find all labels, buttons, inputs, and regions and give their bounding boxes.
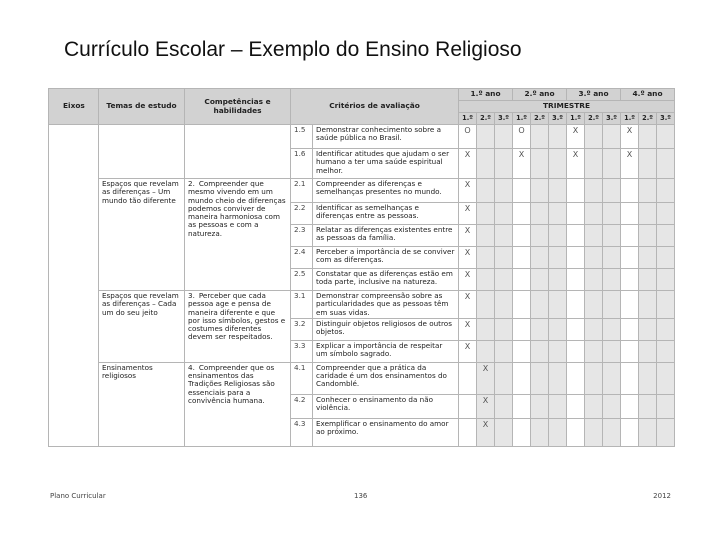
trimestre-mark-cell — [621, 291, 639, 319]
trimestre-mark-cell — [603, 203, 621, 225]
trimestre-mark-cell — [513, 179, 531, 203]
trimestre-mark-cell: X — [459, 340, 477, 362]
trimestre-mark-cell — [567, 269, 585, 291]
header-trimestre-6: 3.º — [549, 113, 567, 125]
trimestre-mark-cell — [531, 291, 549, 319]
curriculum-document — [48, 88, 673, 502]
trimestre-mark-cell — [603, 418, 621, 446]
trimestre-mark-cell — [639, 179, 657, 203]
criterio-number: 2.3 — [291, 225, 313, 247]
trimestre-mark-cell — [657, 291, 675, 319]
trimestre-mark-cell — [549, 179, 567, 203]
trimestre-mark-cell — [585, 362, 603, 394]
trimestre-mark-cell — [495, 394, 513, 418]
competencia-text: Compreender que mesmo vivendo em um mundo cheio de diferenças podemos conviver de maneira harmoniosa com as pessoas e com a natureza. — [188, 179, 286, 238]
tema-cell: Espaços que revelam as diferenças – Cada um do seu jeito — [99, 291, 185, 363]
trimestre-mark-cell: X — [459, 203, 477, 225]
trimestre-mark-cell: X — [459, 247, 477, 269]
trimestre-mark-cell — [477, 179, 495, 203]
trimestre-mark-cell: X — [621, 149, 639, 179]
trimestre-mark-cell — [495, 269, 513, 291]
trimestre-mark-cell — [549, 269, 567, 291]
competencia-cell — [185, 362, 291, 446]
trimestre-mark-cell — [603, 225, 621, 247]
trimestre-mark-cell — [621, 362, 639, 394]
trimestre-mark-cell — [513, 269, 531, 291]
trimestre-mark-cell — [639, 203, 657, 225]
criterio-text: Relatar as diferenças existentes entre as pessoas da família. — [313, 225, 459, 247]
trimestre-mark-cell — [567, 225, 585, 247]
trimestre-mark-cell — [549, 247, 567, 269]
trimestre-mark-cell — [657, 125, 675, 149]
trimestre-mark-cell: X — [477, 394, 495, 418]
trimestre-mark-cell — [603, 340, 621, 362]
trimestre-mark-cell — [495, 179, 513, 203]
eixo-cell — [49, 125, 99, 447]
trimestre-mark-cell — [567, 291, 585, 319]
header-ano-2: 2.º ano — [513, 89, 567, 101]
trimestre-mark-cell — [657, 362, 675, 394]
header-trimestre-3: 3.º — [495, 113, 513, 125]
trimestre-mark-cell — [585, 318, 603, 340]
curriculum-body — [49, 125, 675, 447]
trimestre-mark-cell: X — [459, 269, 477, 291]
trimestre-mark-cell — [549, 291, 567, 319]
trimestre-mark-cell — [639, 318, 657, 340]
trimestre-mark-cell — [477, 318, 495, 340]
trimestre-mark-cell — [513, 247, 531, 269]
competencia-number: 4. — [188, 362, 195, 372]
trimestre-mark-cell — [477, 149, 495, 179]
trimestre-mark-cell — [531, 203, 549, 225]
trimestre-mark-cell — [513, 318, 531, 340]
trimestre-mark-cell — [585, 179, 603, 203]
trimestre-mark-cell — [585, 125, 603, 149]
criterio-number: 3.2 — [291, 318, 313, 340]
trimestre-mark-cell — [567, 362, 585, 394]
trimestre-mark-cell — [513, 362, 531, 394]
trimestre-mark-cell — [495, 149, 513, 179]
trimestre-mark-cell: X — [477, 418, 495, 446]
trimestre-mark-cell — [657, 203, 675, 225]
trimestre-mark-cell — [477, 125, 495, 149]
trimestre-mark-cell — [567, 318, 585, 340]
trimestre-mark-cell — [477, 203, 495, 225]
trimestre-mark-cell — [603, 125, 621, 149]
tema-cell: Espaços que revelam as diferenças – Um mundo tão diferente — [99, 179, 185, 291]
trimestre-mark-cell — [657, 340, 675, 362]
criterio-number: 4.1 — [291, 362, 313, 394]
trimestre-mark-cell — [639, 225, 657, 247]
header-temas: Temas de estudo — [99, 89, 185, 125]
trimestre-mark-cell — [549, 362, 567, 394]
trimestre-mark-cell — [567, 203, 585, 225]
trimestre-mark-cell — [639, 394, 657, 418]
trimestre-mark-cell — [495, 125, 513, 149]
trimestre-mark-cell — [477, 291, 495, 319]
trimestre-mark-cell — [567, 247, 585, 269]
trimestre-mark-cell — [567, 340, 585, 362]
trimestre-mark-cell: O — [459, 125, 477, 149]
trimestre-mark-cell — [585, 340, 603, 362]
trimestre-mark-cell — [531, 340, 549, 362]
trimestre-mark-cell — [549, 418, 567, 446]
footer-left: Plano Curricular — [50, 492, 106, 500]
header-trimestre-11: 2.º — [639, 113, 657, 125]
trimestre-mark-cell — [585, 394, 603, 418]
trimestre-mark-cell — [639, 125, 657, 149]
trimestre-mark-cell — [621, 203, 639, 225]
trimestre-mark-cell — [621, 225, 639, 247]
trimestre-mark-cell — [495, 418, 513, 446]
competencia-cell — [185, 179, 291, 291]
competencia-number: 3. — [188, 291, 195, 300]
trimestre-mark-cell — [549, 125, 567, 149]
header-trimestre: TRIMESTRE — [459, 101, 675, 113]
trimestre-mark-cell — [603, 394, 621, 418]
trimestre-mark-cell — [531, 318, 549, 340]
criterio-text: Constatar que as diferenças estão em toda parte, inclusive na natureza. — [313, 269, 459, 291]
trimestre-mark-cell — [621, 340, 639, 362]
criterio-text: Demonstrar conhecimento sobre a saúde pública no Brasil. — [313, 125, 459, 149]
criterio-text: Compreender as diferenças e semelhanças presentes no mundo. — [313, 179, 459, 203]
trimestre-mark-cell — [639, 149, 657, 179]
trimestre-mark-cell — [657, 247, 675, 269]
trimestre-mark-cell — [531, 247, 549, 269]
trimestre-mark-cell — [531, 179, 549, 203]
header-ano-1: 1.º ano — [459, 89, 513, 101]
criterio-number: 3.3 — [291, 340, 313, 362]
trimestre-mark-cell — [603, 247, 621, 269]
criterio-text: Distinguir objetos religiosos de outros objetos. — [313, 318, 459, 340]
trimestre-mark-cell — [531, 125, 549, 149]
trimestre-mark-cell: X — [459, 149, 477, 179]
trimestre-mark-cell: X — [477, 362, 495, 394]
header-trimestre-10: 1.º — [621, 113, 639, 125]
trimestre-mark-cell — [621, 394, 639, 418]
header-ano-4: 4.º ano — [621, 89, 675, 101]
table-row — [49, 125, 675, 149]
criterio-text: Conhecer o ensinamento da não violência. — [313, 394, 459, 418]
trimestre-mark-cell — [567, 179, 585, 203]
trimestre-mark-cell — [549, 394, 567, 418]
tema-cell: Ensinamentos religiosos — [99, 362, 185, 446]
trimestre-mark-cell — [621, 418, 639, 446]
trimestre-mark-cell — [657, 269, 675, 291]
trimestre-mark-cell — [585, 418, 603, 446]
trimestre-mark-cell — [585, 149, 603, 179]
trimestre-mark-cell — [459, 362, 477, 394]
header-trimestre-8: 2.º — [585, 113, 603, 125]
trimestre-mark-cell — [657, 318, 675, 340]
trimestre-mark-cell — [603, 318, 621, 340]
trimestre-mark-cell — [531, 225, 549, 247]
header-criterios: Critérios de avaliação — [291, 89, 459, 125]
trimestre-mark-cell: X — [567, 125, 585, 149]
trimestre-mark-cell — [603, 269, 621, 291]
competencia-text: Perceber que cada pessoa age e pensa de maneira diferente e que por isso símbolos, gestos e costumes diferentes devem ser respeitados. — [188, 291, 286, 342]
trimestre-mark-cell — [513, 225, 531, 247]
trimestre-mark-cell — [477, 225, 495, 247]
trimestre-mark-cell — [603, 291, 621, 319]
trimestre-mark-cell — [621, 269, 639, 291]
header-trimestre-12: 3.º — [657, 113, 675, 125]
trimestre-mark-cell — [585, 291, 603, 319]
trimestre-mark-cell — [531, 418, 549, 446]
trimestre-mark-cell — [531, 269, 549, 291]
trimestre-mark-cell — [495, 291, 513, 319]
criterio-number: 3.1 — [291, 291, 313, 319]
trimestre-mark-cell — [513, 203, 531, 225]
trimestre-mark-cell — [585, 247, 603, 269]
header-trimestre-5: 2.º — [531, 113, 549, 125]
trimestre-mark-cell — [549, 225, 567, 247]
trimestre-mark-cell — [495, 247, 513, 269]
trimestre-mark-cell — [531, 394, 549, 418]
criterio-text: Compreender que a prática da caridade é um dos ensinamentos do Candomblé. — [313, 362, 459, 394]
criterio-number: 1.5 — [291, 125, 313, 149]
trimestre-mark-cell — [513, 418, 531, 446]
trimestre-mark-cell: X — [459, 225, 477, 247]
criterio-number: 1.6 — [291, 149, 313, 179]
trimestre-mark-cell — [567, 418, 585, 446]
trimestre-mark-cell — [657, 225, 675, 247]
criterio-text: Exemplificar o ensinamento do amor ao próximo. — [313, 418, 459, 446]
trimestre-mark-cell: O — [513, 125, 531, 149]
trimestre-mark-cell — [657, 179, 675, 203]
curriculum-table — [48, 88, 675, 447]
page-footer — [48, 492, 673, 502]
trimestre-mark-cell — [549, 149, 567, 179]
table-row — [49, 179, 675, 203]
trimestre-mark-cell — [639, 340, 657, 362]
trimestre-mark-cell — [495, 362, 513, 394]
criterio-text: Perceber a importância de se conviver com as diferenças. — [313, 247, 459, 269]
criterio-text: Identificar atitudes que ajudam o ser humano a ter uma saúde espiritual melhor. — [313, 149, 459, 179]
header-eixos: Eixos — [49, 89, 99, 125]
footer-year: 2012 — [653, 492, 671, 500]
header-trimestre-4: 1.º — [513, 113, 531, 125]
trimestre-mark-cell — [657, 394, 675, 418]
trimestre-mark-cell — [513, 291, 531, 319]
trimestre-mark-cell — [459, 418, 477, 446]
header-ano-3: 3.º ano — [567, 89, 621, 101]
tema-cell — [99, 125, 185, 179]
trimestre-mark-cell — [495, 225, 513, 247]
competencia-number: 2. — [188, 179, 195, 188]
trimestre-mark-cell: X — [513, 149, 531, 179]
trimestre-mark-cell — [477, 340, 495, 362]
trimestre-mark-cell — [639, 291, 657, 319]
criterio-number: 4.2 — [291, 394, 313, 418]
trimestre-mark-cell: X — [459, 318, 477, 340]
trimestre-mark-cell — [549, 318, 567, 340]
trimestre-mark-cell: X — [459, 291, 477, 319]
trimestre-mark-cell — [459, 394, 477, 418]
table-row — [49, 362, 675, 394]
criterio-text: Explicar a importância de respeitar um símbolo sagrado. — [313, 340, 459, 362]
trimestre-mark-cell — [549, 203, 567, 225]
criterio-number: 2.1 — [291, 179, 313, 203]
trimestre-mark-cell — [477, 247, 495, 269]
competencia-cell — [185, 291, 291, 363]
trimestre-mark-cell — [549, 340, 567, 362]
criterio-number: 2.5 — [291, 269, 313, 291]
criterio-text: Identificar as semelhanças e diferenças entre as pessoas. — [313, 203, 459, 225]
trimestre-mark-cell — [657, 149, 675, 179]
header-trimestre-7: 1.º — [567, 113, 585, 125]
trimestre-mark-cell — [531, 149, 549, 179]
trimestre-mark-cell — [603, 149, 621, 179]
trimestre-mark-cell: X — [567, 149, 585, 179]
trimestre-mark-cell — [567, 394, 585, 418]
trimestre-mark-cell — [495, 203, 513, 225]
trimestre-mark-cell — [513, 394, 531, 418]
trimestre-mark-cell — [639, 418, 657, 446]
trimestre-mark-cell — [639, 269, 657, 291]
trimestre-mark-cell — [495, 340, 513, 362]
header-trimestre-1: 1.º — [459, 113, 477, 125]
trimestre-mark-cell — [603, 179, 621, 203]
trimestre-mark-cell — [495, 318, 513, 340]
criterio-number: 2.2 — [291, 203, 313, 225]
trimestre-mark-cell — [603, 362, 621, 394]
trimestre-mark-cell — [531, 362, 549, 394]
trimestre-mark-cell — [585, 203, 603, 225]
trimestre-mark-cell — [585, 225, 603, 247]
trimestre-mark-cell — [585, 269, 603, 291]
header-trimestre-2: 2.º — [477, 113, 495, 125]
footer-page-number: 136 — [354, 492, 368, 500]
trimestre-mark-cell — [621, 247, 639, 269]
trimestre-mark-cell — [639, 247, 657, 269]
trimestre-mark-cell — [513, 340, 531, 362]
trimestre-mark-cell — [657, 418, 675, 446]
competencia-text: Compreender que os ensinamentos das Tradições Religiosas são essenciais para a convivência humana. — [188, 362, 275, 405]
trimestre-mark-cell: X — [621, 125, 639, 149]
trimestre-mark-cell — [621, 318, 639, 340]
competencia-cell — [185, 125, 291, 179]
header-competencias: Competências e habilidades — [185, 89, 291, 125]
trimestre-mark-cell — [639, 362, 657, 394]
slide-title: Currículo Escolar – Exemplo do Ensino Religioso — [64, 38, 522, 61]
trimestre-mark-cell: X — [459, 179, 477, 203]
trimestre-mark-cell — [621, 179, 639, 203]
criterio-number: 2.4 — [291, 247, 313, 269]
table-row — [49, 291, 675, 319]
criterio-number: 4.3 — [291, 418, 313, 446]
criterio-text: Demonstrar compreensão sobre as particularidades que as pessoas têm em suas vidas. — [313, 291, 459, 319]
trimestre-mark-cell — [477, 269, 495, 291]
header-trimestre-9: 3.º — [603, 113, 621, 125]
